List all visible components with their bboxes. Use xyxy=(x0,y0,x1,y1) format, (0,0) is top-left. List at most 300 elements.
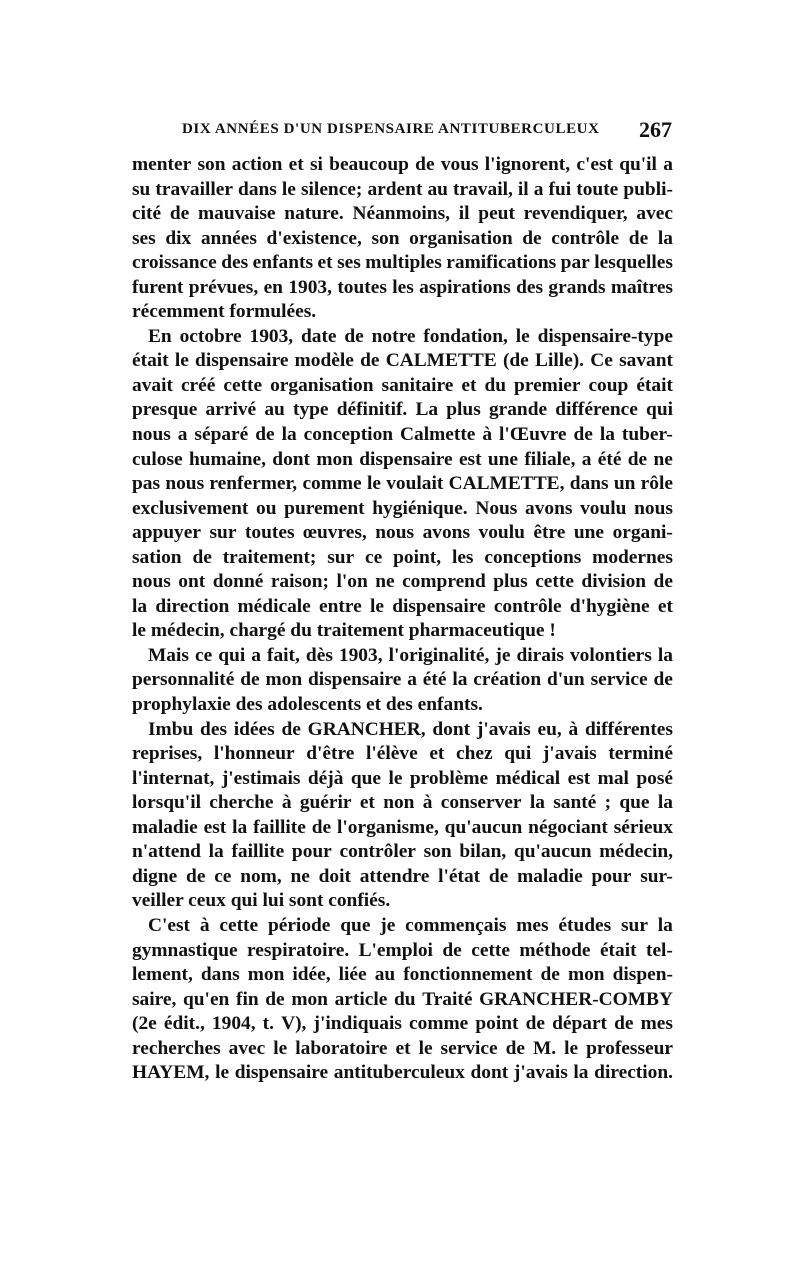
word: et xyxy=(395,1037,411,1059)
word: CALMETTE xyxy=(385,350,497,372)
word: de xyxy=(344,325,364,347)
text-line: prophylaxie des adolescents et des enfants. xyxy=(132,694,483,716)
word: dispensaire xyxy=(392,595,486,617)
word: dont xyxy=(470,1062,509,1084)
word: service xyxy=(590,669,648,691)
word: nous xyxy=(132,571,171,593)
word: volontiers xyxy=(569,644,652,666)
text-line xyxy=(132,570,673,595)
word: la xyxy=(208,841,224,863)
word: conceptions xyxy=(484,546,582,568)
word: avec xyxy=(636,203,673,225)
word: il xyxy=(458,203,470,225)
word: l'ignorent, xyxy=(484,154,571,175)
word: liée xyxy=(338,964,367,986)
word: était xyxy=(636,374,673,396)
word: de xyxy=(505,1037,525,1059)
word: mon xyxy=(291,988,328,1010)
word: GRANCHER-COMBY xyxy=(479,988,673,1010)
word: recherches xyxy=(132,1037,221,1059)
word: dès xyxy=(305,644,333,666)
word: de xyxy=(540,964,560,986)
word: mes xyxy=(640,1013,673,1035)
word: le xyxy=(174,350,189,372)
word: comme xyxy=(409,1013,469,1035)
word: de xyxy=(169,203,190,225)
word: avec xyxy=(228,1037,266,1059)
word: la xyxy=(573,1062,589,1084)
word: les xyxy=(392,276,414,298)
word: posé xyxy=(636,767,673,789)
word: exclusivement xyxy=(132,497,249,519)
word: eu, xyxy=(537,718,562,740)
word: la xyxy=(132,595,148,617)
word: guérir xyxy=(299,792,352,814)
word: de xyxy=(255,424,275,446)
word: ne xyxy=(290,865,310,887)
word: reprises, xyxy=(132,743,203,765)
word: de xyxy=(311,816,332,838)
word: ou xyxy=(256,497,277,519)
word: et xyxy=(317,252,333,274)
word: n'attend xyxy=(132,841,201,863)
word: dans xyxy=(200,964,240,986)
text-line xyxy=(132,963,673,988)
word: médicale xyxy=(237,595,311,617)
word: problème xyxy=(409,767,489,789)
word: En xyxy=(148,325,172,347)
word: et xyxy=(461,374,477,396)
word: l'on xyxy=(336,571,368,593)
word: (de xyxy=(502,350,529,372)
word: une xyxy=(487,448,519,470)
word: ce xyxy=(365,546,383,568)
word: de xyxy=(442,939,462,961)
word: et xyxy=(359,792,375,814)
text-line xyxy=(132,791,673,816)
word: le xyxy=(515,325,530,347)
word: entre xyxy=(319,595,362,617)
word: cherche xyxy=(209,792,274,814)
word: octobre xyxy=(179,325,242,347)
word: différence xyxy=(555,399,638,421)
word: à xyxy=(281,792,292,814)
word: sérieux xyxy=(613,816,673,838)
word: période xyxy=(267,914,331,936)
word: donné xyxy=(212,571,264,593)
word: années xyxy=(200,227,257,249)
word: bilan, xyxy=(459,841,507,863)
text-line xyxy=(132,448,673,473)
word: idée, xyxy=(292,964,331,986)
word: nature. xyxy=(284,203,344,225)
word: point xyxy=(475,1013,519,1035)
word: Néanmoins, xyxy=(352,203,450,225)
word: division xyxy=(581,571,647,593)
word: de xyxy=(522,227,542,249)
word: voulu xyxy=(478,522,525,544)
text-line xyxy=(132,865,673,890)
word: idées xyxy=(233,718,275,740)
text-line xyxy=(132,546,673,571)
word: cette xyxy=(471,939,510,961)
word: a xyxy=(407,669,417,691)
word: de xyxy=(281,718,301,740)
word: toutes xyxy=(244,522,295,544)
word: qu'il xyxy=(619,154,657,175)
word: au xyxy=(374,964,396,986)
word: et xyxy=(429,743,445,765)
word: nous xyxy=(165,473,205,495)
word: qui xyxy=(218,644,246,666)
word: tel- xyxy=(645,939,673,961)
word: raison; xyxy=(270,571,329,593)
word: revendiquer, xyxy=(523,203,628,225)
word: ardent xyxy=(367,178,423,200)
word: faillite xyxy=(253,816,306,838)
word: cette xyxy=(535,571,574,593)
page-number: 267 xyxy=(639,117,672,142)
word: plus xyxy=(493,571,528,593)
word: dispensaire xyxy=(195,350,289,372)
word: comprend xyxy=(402,571,486,593)
word: que xyxy=(350,767,382,789)
word: menter xyxy=(132,154,192,175)
word: l'élève xyxy=(366,743,418,765)
word: le xyxy=(366,473,381,495)
word: organisation xyxy=(270,374,374,396)
word: service xyxy=(440,1037,498,1059)
word: le xyxy=(215,1062,230,1084)
word: des xyxy=(516,276,544,298)
word: a xyxy=(177,424,188,446)
word: type xyxy=(292,399,329,421)
word: renfermer, xyxy=(209,473,298,495)
word: direction. xyxy=(594,1062,673,1084)
word: faillite xyxy=(231,841,285,863)
word: respiratoire. xyxy=(247,939,350,961)
word: article xyxy=(334,988,388,1010)
word: humaine, xyxy=(188,448,266,470)
word: son xyxy=(197,154,226,175)
word: publi- xyxy=(623,178,673,200)
word: a xyxy=(663,154,673,175)
word: dispensaire xyxy=(307,669,402,691)
word: prévues, xyxy=(188,276,259,298)
word: non xyxy=(383,792,415,814)
word: la xyxy=(657,792,673,814)
word: de xyxy=(627,448,648,470)
word: pas xyxy=(132,473,161,495)
word: vous xyxy=(440,154,479,175)
text-line xyxy=(132,325,673,350)
word: Traité xyxy=(422,988,473,1010)
word: l'organisme, xyxy=(337,816,439,838)
word: coup xyxy=(588,374,629,396)
text-line xyxy=(132,202,673,227)
word: appuyer xyxy=(132,522,201,544)
word: date xyxy=(301,325,337,347)
word: nous xyxy=(634,497,673,519)
word: grands xyxy=(548,276,606,298)
word: Calmette xyxy=(400,424,476,446)
word: différentes xyxy=(584,718,673,740)
word: à xyxy=(482,424,493,446)
word: mal xyxy=(597,767,629,789)
word: mon xyxy=(316,448,353,470)
word: que xyxy=(619,792,650,814)
word: voulu xyxy=(580,497,627,519)
text-line xyxy=(132,349,673,374)
word: été xyxy=(597,448,622,470)
word: d'existence, xyxy=(266,227,362,249)
word: avait xyxy=(132,374,173,396)
text-line xyxy=(132,644,673,669)
word: organi- xyxy=(612,522,673,544)
word: pour xyxy=(291,841,332,863)
word: de xyxy=(265,988,285,1010)
word: cette xyxy=(219,914,259,936)
word: est xyxy=(203,816,227,838)
word: la xyxy=(232,816,248,838)
word: la xyxy=(452,669,468,691)
word: enfants xyxy=(252,252,314,274)
word: sur- xyxy=(640,865,673,887)
word: de xyxy=(488,865,509,887)
word: contrôle xyxy=(493,595,562,617)
word: de xyxy=(573,424,593,446)
word: 1904, xyxy=(211,1013,256,1035)
word: commençais xyxy=(405,914,507,936)
text-line xyxy=(132,988,673,1013)
word: et xyxy=(657,595,673,617)
word: peut xyxy=(478,203,515,225)
word: notre xyxy=(371,325,416,347)
word: traitement; xyxy=(222,546,317,568)
word: départ xyxy=(552,1013,608,1035)
word: HAYEM, xyxy=(132,1062,210,1084)
word: silence; xyxy=(301,178,363,200)
word: ; xyxy=(604,792,612,814)
word: méthode xyxy=(519,939,591,961)
word: je xyxy=(495,644,511,666)
word: l'originalité, xyxy=(388,644,490,666)
word: je xyxy=(380,914,396,936)
word: de xyxy=(653,669,673,691)
word: fonctionnement xyxy=(403,964,533,986)
word: d'être xyxy=(306,743,355,765)
word: sur xyxy=(621,914,648,936)
word: déjà xyxy=(307,767,344,789)
word: de xyxy=(240,669,260,691)
word: avons xyxy=(525,497,573,519)
word: furent xyxy=(132,276,184,298)
word: grande xyxy=(488,399,548,421)
word: professeur xyxy=(586,1037,673,1059)
word: dont xyxy=(432,718,471,740)
word: au xyxy=(264,399,285,421)
word: la xyxy=(657,644,673,666)
word: la xyxy=(529,792,545,814)
text-line xyxy=(132,767,673,792)
text-line xyxy=(132,153,673,178)
word: œuvres, xyxy=(303,522,367,544)
word: du xyxy=(393,988,416,1010)
word: études xyxy=(558,914,612,936)
word: de xyxy=(628,227,649,249)
word: de xyxy=(653,571,673,593)
word: à xyxy=(422,792,433,814)
word: d'hygiène xyxy=(569,595,650,617)
text-line xyxy=(132,1061,673,1086)
word: (2e xyxy=(132,1013,157,1035)
word: de xyxy=(614,1013,634,1035)
word: création xyxy=(473,669,542,691)
word: le xyxy=(388,767,403,789)
word: j'avais xyxy=(513,1062,568,1084)
word: gymnastique xyxy=(132,939,238,961)
word: été xyxy=(422,669,447,691)
word: premier xyxy=(514,374,581,396)
word: aspirations xyxy=(419,276,511,298)
word: dispensaire xyxy=(359,448,453,470)
word: rôle xyxy=(640,473,673,495)
word: lesquelles xyxy=(594,252,673,274)
word: culose xyxy=(132,448,183,470)
word: de xyxy=(415,154,435,175)
word: mauvaise xyxy=(197,203,276,225)
word: santé xyxy=(553,792,597,814)
word: dont xyxy=(272,448,311,470)
word: fondation, xyxy=(423,325,508,347)
text-line: le médecin, chargé du traitement pharmaceutique ! xyxy=(132,620,556,642)
word: le xyxy=(273,1037,288,1059)
word: laboratoire xyxy=(295,1037,388,1059)
word: séparé xyxy=(194,424,249,446)
word: ne xyxy=(653,448,673,470)
word: édit., xyxy=(163,1013,205,1035)
text-line xyxy=(132,227,673,252)
word: cette xyxy=(223,374,263,396)
word: chez xyxy=(456,743,493,765)
text-line xyxy=(132,251,673,276)
word: Imbu xyxy=(148,718,194,740)
word: maladie xyxy=(517,865,583,887)
word: conception xyxy=(303,424,394,446)
word: fin xyxy=(235,988,259,1010)
word: j'avais xyxy=(542,743,597,765)
word: contrôler xyxy=(339,841,416,863)
word: conserver xyxy=(440,792,522,814)
word: Nous xyxy=(475,497,518,519)
word: 1903, xyxy=(338,644,383,666)
word: par xyxy=(560,252,590,274)
word: modernes xyxy=(592,546,673,568)
running-title: DIX ANNÉES D'UN DISPENSAIRE ANTITUBERCULEUX xyxy=(182,121,600,137)
word: action xyxy=(231,154,283,175)
word: était xyxy=(132,350,169,372)
word: des xyxy=(221,252,249,274)
word: dispen- xyxy=(612,964,673,986)
word: su xyxy=(132,178,151,200)
word: arrivé xyxy=(205,399,257,421)
word: à xyxy=(199,914,210,936)
word: sur xyxy=(327,546,355,568)
word: mon xyxy=(567,964,605,986)
word: attendre xyxy=(359,865,430,887)
word: antituberculeux xyxy=(333,1062,465,1084)
word: une xyxy=(573,522,605,544)
word: du xyxy=(484,374,507,396)
word: croissance xyxy=(132,252,217,274)
word: beaucoup xyxy=(329,154,409,175)
word: est xyxy=(567,767,591,789)
word: mon xyxy=(247,964,285,986)
word: terminé xyxy=(608,743,673,765)
text-line xyxy=(132,742,673,767)
word: médical xyxy=(495,767,561,789)
word: ses xyxy=(132,227,156,249)
word: dispensaire xyxy=(234,1062,329,1084)
word: t. xyxy=(262,1013,274,1035)
word: savant xyxy=(619,350,673,372)
word: ses xyxy=(337,252,361,274)
text-line xyxy=(132,939,673,964)
word: de xyxy=(192,546,212,568)
word: la xyxy=(657,914,673,936)
word: organisation xyxy=(409,227,513,249)
word: à xyxy=(568,718,579,740)
word: V), xyxy=(281,1013,307,1035)
word: j'indiquais xyxy=(313,1013,402,1035)
word: tuber- xyxy=(621,424,673,446)
word: direction xyxy=(155,595,230,617)
word: médecin, xyxy=(599,841,673,863)
word: modèle xyxy=(294,350,354,372)
word: la xyxy=(599,424,615,446)
word: La xyxy=(415,399,439,421)
word: Mais xyxy=(148,644,189,666)
text-line xyxy=(132,1037,673,1062)
word: en xyxy=(263,276,283,298)
word: les xyxy=(451,546,474,568)
word: j'avais xyxy=(476,718,531,740)
word: ramifications xyxy=(446,252,557,274)
text-line xyxy=(132,497,673,522)
text-line xyxy=(132,668,673,693)
word: hygiénique. xyxy=(372,497,468,519)
word: digne xyxy=(132,865,178,887)
word: voulait xyxy=(386,473,444,495)
word: purement xyxy=(284,497,365,519)
word: lement, xyxy=(132,964,193,986)
text-line xyxy=(132,1012,673,1037)
word: ont xyxy=(178,571,206,593)
word: son xyxy=(423,841,452,863)
word: son xyxy=(371,227,400,249)
text-line xyxy=(132,374,673,399)
word: l'internat, xyxy=(132,767,215,789)
text-line xyxy=(132,914,673,939)
word: filiale, xyxy=(524,448,576,470)
word: j'estimais xyxy=(221,767,301,789)
word: ce xyxy=(194,644,213,666)
text-line xyxy=(132,472,673,497)
text-line xyxy=(132,718,673,743)
word: dispensaire-type xyxy=(537,325,673,347)
word: sur xyxy=(209,522,237,544)
word: le xyxy=(369,595,384,617)
